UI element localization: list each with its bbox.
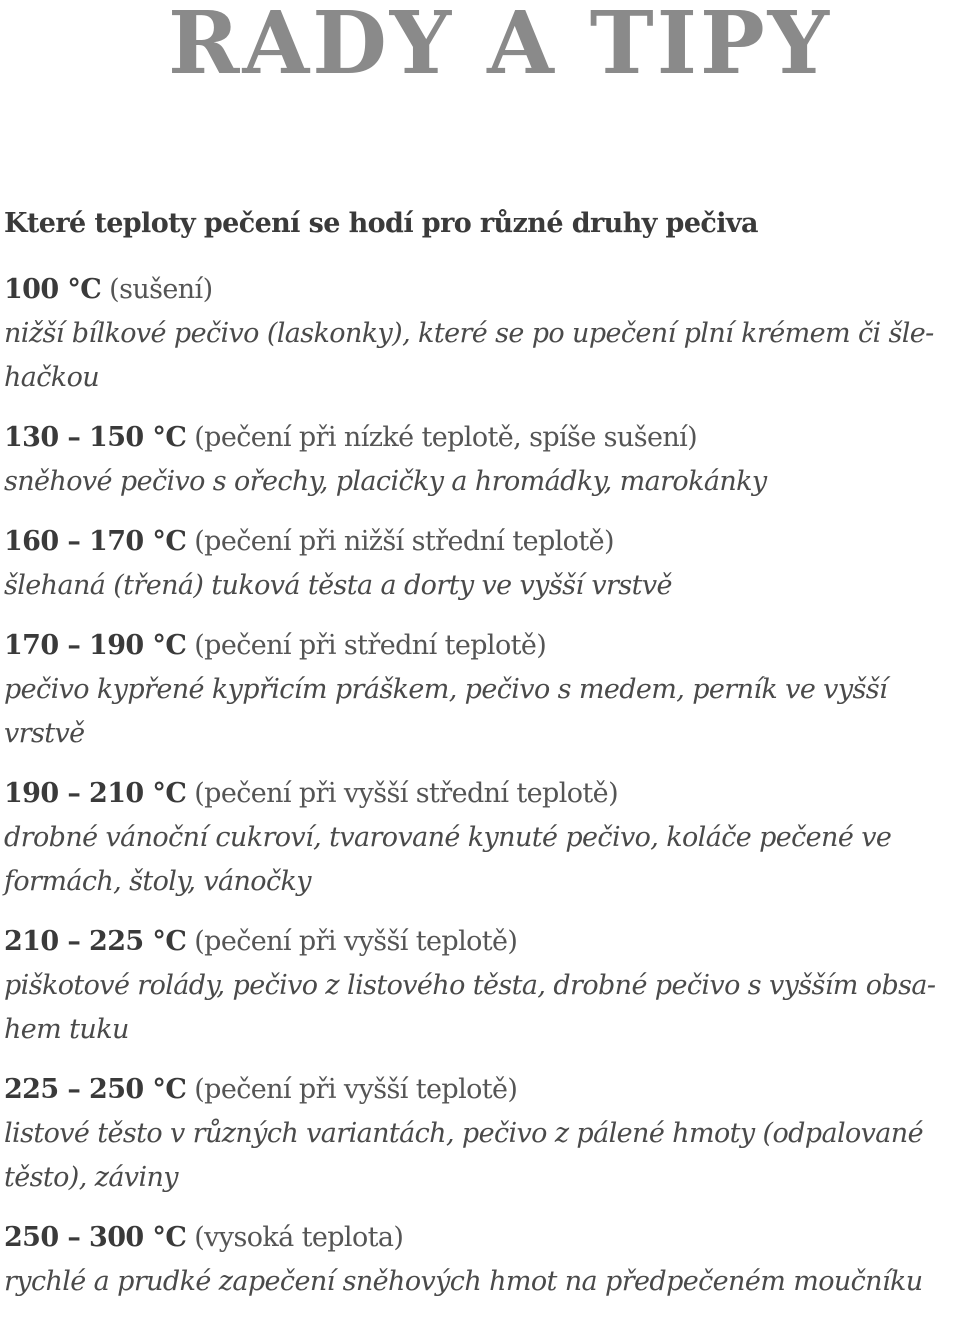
temperature-entry [4, 520, 956, 608]
temperature-entry [4, 1068, 956, 1200]
temperature-line [4, 416, 956, 460]
pastry-description-line: vrstvě [4, 718, 85, 749]
pastry-description-line: šlehaná (třená) tuková těsta a dorty ve vyšší vrstvě [4, 570, 672, 601]
baking-mode: (pečení při vyšší střední teplotě) [194, 778, 618, 809]
temperature-value: 170 – 190 °C [4, 630, 187, 661]
baking-mode: (vysoká teplota) [194, 1222, 404, 1253]
temperature-value: 100 °C [4, 274, 102, 305]
section-heading: Které teploty pečení se hodí pro různé druhy pečiva [4, 208, 758, 239]
temperature-value: 130 – 150 °C [4, 422, 187, 453]
pastry-description-line: rychlé a prudké zapečení sněhových hmot na předpečeném moučníku [4, 1266, 923, 1297]
temperature-line [4, 268, 956, 312]
temperature-line [4, 520, 956, 564]
temperature-line [4, 1216, 956, 1260]
page-title: RADY A TIPY [168, 0, 833, 94]
temperature-value: 225 – 250 °C [4, 1074, 187, 1105]
temperature-entry [4, 624, 956, 756]
baking-mode: (pečení při vyšší teplotě) [194, 1074, 518, 1105]
temperature-entry [4, 920, 956, 1052]
temperature-entry [4, 268, 956, 400]
pastry-description-line: listové těsto v různých variantách, pečivo z pálené hmoty (odpalované [4, 1118, 923, 1149]
baking-mode: (pečení při vyšší teplotě) [194, 926, 518, 957]
pastry-description-line: hem tuku [4, 1014, 129, 1045]
pastry-description-line: piškotové rolády, pečivo z listového těsta, drobné pečivo s vyšším obsa- [4, 970, 936, 1001]
baking-mode: (pečení při střední teplotě) [194, 630, 547, 661]
pastry-description-line: nižší bílkové pečivo (laskonky), které se po upečení plní krémem či šle- [4, 318, 934, 349]
temperature-entry [4, 1216, 956, 1304]
temperature-list [4, 268, 956, 1320]
pastry-description-line: drobné vánoční cukroví, tvarované kynuté pečivo, koláče pečené ve [4, 822, 892, 853]
baking-mode: (pečení při nižší střední teplotě) [194, 526, 614, 557]
baking-mode: (sušení) [109, 274, 213, 305]
pastry-description-line: těsto), záviny [4, 1162, 178, 1193]
temperature-line [4, 772, 956, 816]
temperature-value: 210 – 225 °C [4, 926, 187, 957]
temperature-entry [4, 772, 956, 904]
pastry-description-line: formách, štoly, vánočky [4, 866, 311, 897]
pastry-description-line: sněhové pečivo s ořechy, placičky a hromádky, marokánky [4, 466, 767, 497]
temperature-line [4, 920, 956, 964]
pastry-description-line: pečivo kypřené kypřicím práškem, pečivo s medem, perník ve vyšší [4, 674, 888, 705]
baking-mode: (pečení při nízké teplotě, spíše sušení) [194, 422, 698, 453]
temperature-value: 190 – 210 °C [4, 778, 187, 809]
pastry-description-line: hačkou [4, 362, 100, 393]
temperature-line [4, 624, 956, 668]
temperature-value: 250 – 300 °C [4, 1222, 187, 1253]
temperature-entry [4, 416, 956, 504]
temperature-value: 160 – 170 °C [4, 526, 187, 557]
temperature-line [4, 1068, 956, 1112]
